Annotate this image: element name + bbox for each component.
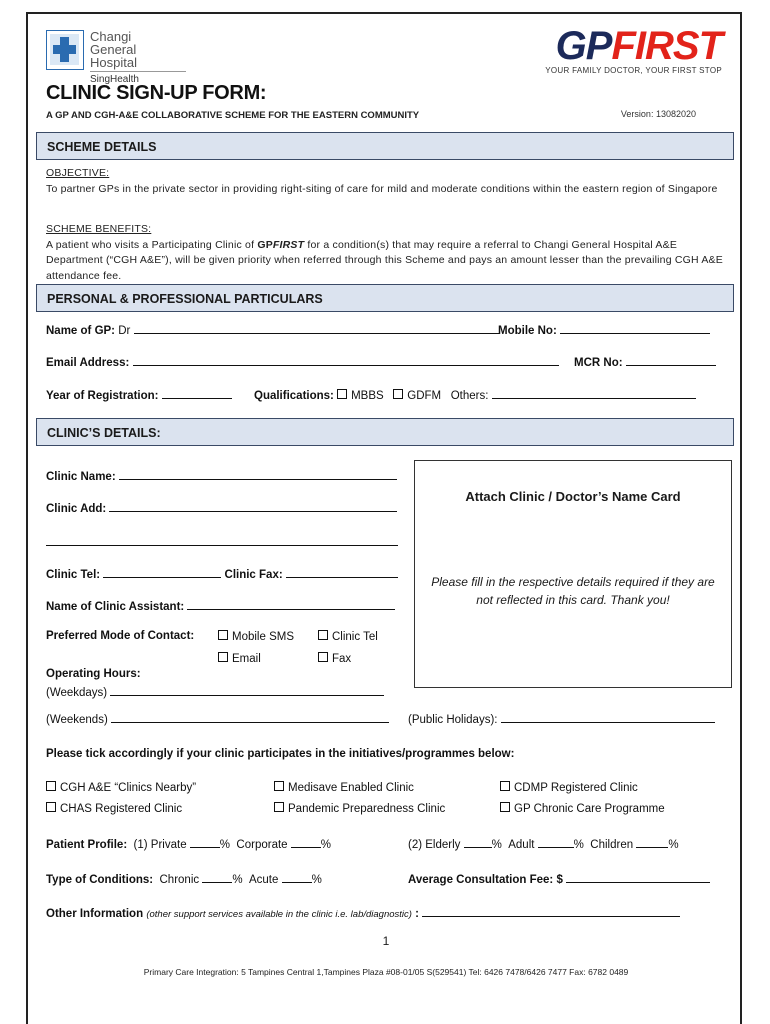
acute-input[interactable] xyxy=(282,871,312,883)
clinic-tel-input[interactable] xyxy=(103,566,221,578)
clinic-tel-checkbox[interactable] xyxy=(318,630,328,640)
email-row xyxy=(46,354,559,369)
private-label: (1) Private xyxy=(133,839,187,851)
mobile-sms-checkbox[interactable] xyxy=(218,630,228,640)
cdmp-checkbox[interactable] xyxy=(500,781,510,791)
name-card-box[interactable] xyxy=(414,460,732,688)
contact-mode-row xyxy=(46,630,194,642)
children-input[interactable] xyxy=(636,836,668,848)
other-info-note: (other support services available in the clinic i.e. lab/diagnostic) xyxy=(146,909,412,920)
objective-label: OBJECTIVE: xyxy=(46,167,110,179)
other-info-label: Other Information xyxy=(46,908,144,920)
mobile-input[interactable] xyxy=(560,322,710,334)
contact-fax-option xyxy=(318,652,351,665)
clinic-tel-label: Clinic Tel: xyxy=(46,569,101,581)
operating-hours-row xyxy=(46,668,141,680)
holidays-label: (Public Holidays): xyxy=(408,714,498,726)
initiative-pandemic xyxy=(274,802,445,815)
elderly-label: (2) Elderly xyxy=(408,839,461,851)
form-subtitle: A GP AND CGH-A&E COLLABORATIVE SCHEME FOR THE EASTERN COMMUNITY xyxy=(46,110,420,121)
form-page xyxy=(26,12,742,1024)
contact-mode-label: Preferred Mode of Contact: xyxy=(46,630,195,642)
mcr-input[interactable] xyxy=(626,354,716,366)
pct-sign: % xyxy=(668,839,679,851)
patient-profile-row xyxy=(46,836,331,851)
private-input[interactable] xyxy=(190,836,220,848)
mcr-row xyxy=(574,354,716,369)
cgh-logo xyxy=(46,29,186,85)
benefits-label: SCHEME BENEFITS: xyxy=(46,223,152,235)
fax-option-label: Fax xyxy=(332,653,352,665)
fee-row xyxy=(408,871,710,886)
weekdays-row xyxy=(46,684,384,699)
initiative-chas xyxy=(46,802,182,815)
acute-label: Acute xyxy=(248,874,279,886)
clinic-name-input[interactable] xyxy=(119,468,397,480)
clinic-name-row xyxy=(46,468,397,483)
pct-sign: % xyxy=(232,874,243,886)
form-title: CLINIC SIGN-UP FORM: xyxy=(46,82,267,104)
email-label: Email Address: xyxy=(46,357,130,369)
name-card-note: Please fill in the respective details required if they are not reflected in this card. Thank you! xyxy=(431,575,715,607)
assistant-input[interactable] xyxy=(187,598,395,610)
holidays-row xyxy=(408,711,715,726)
clinic-address-input-2[interactable] xyxy=(46,534,398,546)
adult-label: Adult xyxy=(508,839,535,851)
personal-particulars-header: PERSONAL & PROFESSIONAL PARTICULARS xyxy=(36,284,734,312)
patient-profile-row-2 xyxy=(408,836,679,851)
conditions-label: Type of Conditions: xyxy=(46,874,154,886)
mbbs-checkbox[interactable] xyxy=(337,389,347,399)
initiative-clinics-nearby xyxy=(46,781,196,794)
holidays-input[interactable] xyxy=(501,711,715,723)
pct-sign: % xyxy=(491,839,502,851)
objective-block xyxy=(46,166,728,197)
pandemic-checkbox[interactable] xyxy=(274,802,284,812)
corporate-input[interactable] xyxy=(291,836,321,848)
fee-label: Average Consultation Fee: $ xyxy=(408,874,563,886)
scheme-details-header: SCHEME DETAILS xyxy=(36,132,734,160)
clinic-address-row xyxy=(46,500,397,515)
mobile-label: Mobile No: xyxy=(498,325,557,337)
clinics-nearby-label: CGH A&E “Clinics Nearby” xyxy=(60,782,197,794)
year-row xyxy=(46,387,232,402)
qualifications-row xyxy=(254,387,696,402)
weekends-input[interactable] xyxy=(111,711,389,723)
mobile-sms-label: Mobile SMS xyxy=(232,631,294,643)
clinic-fax-input[interactable] xyxy=(286,566,398,578)
assistant-row xyxy=(46,598,395,613)
clinic-address-label: Clinic Add: xyxy=(46,503,107,515)
clinic-address-line2 xyxy=(46,534,398,549)
cgh-cross-icon xyxy=(46,30,84,70)
cgh-name-line2: General Hospital xyxy=(90,42,137,70)
gp-logo-first: FIRST xyxy=(611,24,722,68)
initiative-medisave xyxy=(274,781,414,794)
chronic-input[interactable] xyxy=(202,871,232,883)
patient-profile-label: Patient Profile: xyxy=(46,839,128,851)
clinic-name-label: Clinic Name: xyxy=(46,471,116,483)
footer-address: Primary Care Integration: 5 Tampines Central 1,Tampines Plaza #08-01/05 S(529541) Tel: 6426 7478/6426 7477 Fax: 6782 0489 xyxy=(143,967,629,977)
weekdays-input[interactable] xyxy=(110,684,384,696)
gp-name-row xyxy=(46,322,500,337)
corporate-label: Corporate xyxy=(236,839,288,851)
gp-name-input[interactable] xyxy=(134,322,500,334)
children-label: Children xyxy=(590,839,634,851)
contact-email-option xyxy=(218,652,261,665)
chas-label: CHAS Registered Clinic xyxy=(60,803,183,815)
operating-hours-label: Operating Hours: xyxy=(46,668,141,680)
weekdays-label: (Weekdays) xyxy=(46,687,108,699)
pct-sign: % xyxy=(219,839,231,851)
gp-tagline: YOUR FAMILY DOCTOR, YOUR FIRST STOP xyxy=(545,66,722,75)
pct-sign: % xyxy=(311,874,322,886)
fee-input[interactable] xyxy=(566,871,710,883)
pct-sign: % xyxy=(573,839,584,851)
year-label: Year of Registration: xyxy=(46,390,159,402)
clinic-tel-option-label: Clinic Tel xyxy=(332,631,378,643)
gp-name-label: Name of GP: xyxy=(46,325,116,337)
gdfm-label: GDFM xyxy=(407,390,442,402)
chronic-care-checkbox[interactable] xyxy=(500,802,510,812)
page-number: 1 xyxy=(382,934,390,948)
gp-logo-gp: GP xyxy=(555,24,612,68)
pandemic-label: Pandemic Preparedness Clinic xyxy=(288,803,446,815)
fax-checkbox[interactable] xyxy=(318,652,328,662)
elderly-input[interactable] xyxy=(464,836,492,848)
name-card-title: Attach Clinic / Doctor’s Name Card xyxy=(465,489,681,504)
benefits-text: A patient who visits a Participating Clinic of GPFIRST for a condition(s) that may require a referral to Changi General Hospital A&E Department (“CGH A&E”), will be given priority when referred through this Scheme and pays an amount lesser than the prevailing CGH A&E attendance fee. xyxy=(46,238,723,282)
initiative-cdmp xyxy=(500,781,638,794)
pct-sign: % xyxy=(320,839,331,851)
gdfm-checkbox[interactable] xyxy=(393,389,403,399)
email-checkbox[interactable] xyxy=(218,652,228,662)
clinic-fax-label: Clinic Fax: xyxy=(224,569,283,581)
medisave-checkbox[interactable] xyxy=(274,781,284,791)
benefits-block xyxy=(46,222,728,284)
email-option-label: Email xyxy=(232,653,261,665)
dr-prefix: Dr xyxy=(118,325,131,337)
conditions-row xyxy=(46,871,322,886)
others-label: Others: xyxy=(450,390,489,402)
email-input[interactable] xyxy=(133,354,559,366)
weekends-row xyxy=(46,711,389,726)
other-info-row xyxy=(46,905,680,920)
chronic-care-label: GP Chronic Care Programme xyxy=(514,803,665,815)
mbbs-label: MBBS xyxy=(351,390,384,402)
weekends-label: (Weekends) xyxy=(46,714,108,726)
clinics-nearby-checkbox[interactable] xyxy=(46,781,56,791)
contact-mobile-option xyxy=(218,630,294,643)
contact-tel-option xyxy=(318,630,378,643)
initiatives-heading: Please tick accordingly if your clinic participates in the initiatives/programmes below: xyxy=(46,748,515,760)
cdmp-label: CDMP Registered Clinic xyxy=(514,782,638,794)
medisave-label: Medisave Enabled Clinic xyxy=(288,782,414,794)
initiative-chronic-care xyxy=(500,802,665,815)
chas-checkbox[interactable] xyxy=(46,802,56,812)
singhealth-label: SingHealth xyxy=(90,71,186,86)
other-info-colon: : xyxy=(415,908,419,920)
assistant-label: Name of Clinic Assistant: xyxy=(46,601,185,613)
chronic-label: Chronic xyxy=(159,874,200,886)
other-info-input[interactable] xyxy=(422,905,680,917)
qualifications-label: Qualifications: xyxy=(254,390,334,402)
version-label: Version: 13082020 xyxy=(620,109,696,119)
cgh-name-line1: Changi xyxy=(90,29,132,44)
clinic-address-input[interactable] xyxy=(109,500,397,512)
mobile-row xyxy=(498,322,710,337)
others-input[interactable] xyxy=(492,387,696,399)
adult-input[interactable] xyxy=(538,836,574,848)
year-input[interactable] xyxy=(162,387,232,399)
clinic-tel-row xyxy=(46,566,398,581)
objective-text: To partner GPs in the private sector in providing right-siting of care for mild and moderate conditions within the eastern region of Singapore xyxy=(46,182,718,195)
clinic-details-header: CLINIC’S DETAILS: xyxy=(36,418,734,446)
mcr-label: MCR No: xyxy=(574,357,623,369)
gpfirst-logo xyxy=(545,26,722,75)
